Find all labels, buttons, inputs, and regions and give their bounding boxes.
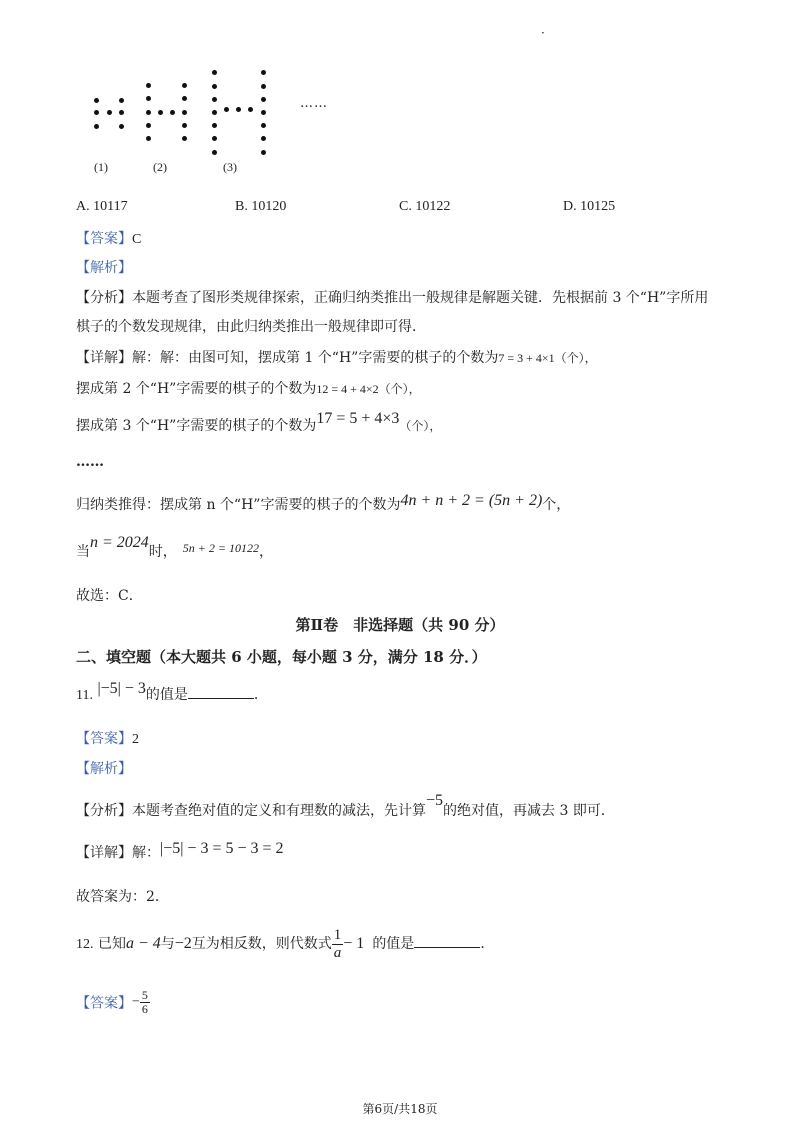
answer-tag: 【答案】 <box>76 995 132 1012</box>
chess-piece-dot <box>182 123 187 128</box>
chess-piece-dot <box>119 110 124 115</box>
detail-math-2: 12 = 4 + 4×2 <box>316 382 379 396</box>
q12-question <box>76 927 494 961</box>
q12-fraction <box>332 927 344 961</box>
answer-numerator: 5 <box>141 988 148 1002</box>
q12-text-4: 的值是 <box>372 936 415 952</box>
xiangjie-text: 解： <box>132 845 160 861</box>
q11-conclusion: 故答案为：2． <box>76 889 169 905</box>
detail-dang: 当 <box>76 544 90 560</box>
q10-detail-line3 <box>76 410 442 435</box>
chess-piece-dot <box>94 110 99 115</box>
detail-text-1: 解：解：由图可知，摆成第 1 个“H”字需要的棋子的个数为 <box>132 350 499 366</box>
figure-label-2: (2) <box>153 160 167 174</box>
chess-piece-dot <box>261 70 266 75</box>
chess-piece-dot <box>212 123 217 128</box>
q11-detail <box>76 842 284 862</box>
answer-value: C <box>132 232 142 247</box>
fenxi-tag: 【分析】 <box>76 803 132 819</box>
q12-math-2: −2 <box>174 935 192 952</box>
figure-label-1: (1) <box>94 160 108 174</box>
q12-math-1: a − 4 <box>125 935 161 952</box>
q12-math-3: − 1 <box>343 935 365 952</box>
chess-piece-dot <box>119 98 124 103</box>
chess-piece-dot <box>261 136 266 141</box>
q11-question <box>76 680 268 704</box>
detail-text-3: 摆成第 3 个“H”字需要的棋子的个数为 <box>76 418 317 434</box>
jiexi-tag: 【解析】 <box>76 761 132 777</box>
chess-piece-dot <box>146 123 151 128</box>
q11-expression: |−5| − 3 <box>97 680 146 697</box>
answer-value: 2 <box>132 732 139 747</box>
q12-number: 12. <box>76 937 94 952</box>
jiexi-tag: 【解析】 <box>76 260 132 276</box>
fenxi-tag: 【分析】 <box>76 290 132 306</box>
chess-piece-dot <box>261 150 266 155</box>
section-title: 第Ⅱ卷 非选择题（共 90 分） <box>295 616 505 634</box>
q11-end: ． <box>253 687 268 703</box>
detail-unit-2: （个）， <box>378 382 421 396</box>
chess-piece-dot <box>146 83 151 88</box>
fenxi-text-2: 的绝对值，再减去 3 即可． <box>443 803 615 819</box>
chess-piece-dot <box>94 124 99 129</box>
chess-piece-dot <box>146 110 151 115</box>
chess-piece-dot <box>107 110 112 115</box>
q11-analysis <box>76 792 615 820</box>
chess-piece-dot <box>182 96 187 101</box>
fenxi-text-1: 本题考查绝对值的定义和有理数的减法，先计算 <box>132 803 426 819</box>
detail-math-1: 7 = 3 + 4×1 <box>498 351 555 365</box>
chess-piece-dot <box>261 110 266 115</box>
q12-text-2: 与 <box>160 936 175 952</box>
xiangjie-math: |−5| − 3 = 5 − 3 = 2 <box>160 840 284 857</box>
chess-piece-dot <box>212 84 217 89</box>
chess-piece-dot <box>212 150 217 155</box>
detail-math-3: 17 = 5 + 4×3 <box>316 410 400 427</box>
detail-shi: 时， <box>148 544 177 560</box>
fraction-denominator: a <box>333 944 342 961</box>
chess-piece-dot <box>170 110 175 115</box>
detail-unit-3: （个）， <box>399 419 442 433</box>
figure-label-3: (3) <box>223 160 237 174</box>
option-b: B. 10120 <box>235 199 287 214</box>
q10-analysis-line2: 棋子的个数发现规律，由此归纳类推出一般规律即可得． <box>76 319 426 335</box>
detail-math-5a: n = 2024 <box>90 534 149 551</box>
page-footer: 第6页/共18页 <box>362 1102 438 1116</box>
xiangjie-tag: 【详解】 <box>76 350 132 366</box>
figure-ellipsis: …… <box>300 96 328 111</box>
q11-number: 11. <box>76 688 93 703</box>
detail-text-4: 归纳类推得：摆成第 n 个“H”字需要的棋子的个数为 <box>76 497 401 513</box>
q11-answer-line <box>76 728 139 748</box>
q10-analysis-line1 <box>76 287 708 307</box>
q10-conclusion: 故选：C． <box>76 588 143 604</box>
detail-end-4: 个， <box>542 497 571 513</box>
q12-end: ． <box>480 936 495 952</box>
chess-piece-dot <box>212 136 217 141</box>
chess-piece-dot <box>236 107 241 112</box>
q10-detail-line5 <box>76 534 273 561</box>
chess-piece-dot <box>212 110 217 115</box>
answer-sign: − <box>132 994 140 1010</box>
q12-answer-line <box>76 989 150 1016</box>
detail-text-2: 摆成第 2 个“H”字需要的棋子的个数为 <box>76 381 317 397</box>
chess-piece-dot <box>212 70 217 75</box>
chess-piece-dot <box>146 136 151 141</box>
chess-piece-dot <box>146 96 151 101</box>
detail-math-5b: 5n + 2 = 10122 <box>182 541 259 555</box>
chess-piece-dot <box>224 107 229 112</box>
chess-piece-dot <box>182 110 187 115</box>
chess-piece-dot <box>212 97 217 102</box>
q12-text-1: 已知 <box>97 936 126 952</box>
option-a: A. 10117 <box>76 199 128 214</box>
chess-piece-dot <box>248 107 253 112</box>
fenxi-text-1: 本题考查了图形类规律探索，正确归纳类推出一般规律是解题关键．先根据前 3 个“H”字所用 <box>132 290 709 306</box>
option-c: C. 10122 <box>399 199 451 214</box>
detail-unit-1: （个）， <box>554 351 597 365</box>
answer-tag: 【答案】 <box>76 731 132 747</box>
header-mark: · <box>541 26 545 40</box>
q10-detail-line2 <box>76 378 421 398</box>
q10-detail-line1 <box>76 347 597 367</box>
q11-blank <box>188 686 254 699</box>
chess-piece-dot <box>261 97 266 102</box>
detail-end-5: ， <box>259 544 273 560</box>
answer-fraction <box>140 989 150 1016</box>
chess-piece-dot <box>182 83 187 88</box>
chess-piece-dot <box>94 98 99 103</box>
detail-dots: …… <box>76 454 104 470</box>
fraction-numerator: 1 <box>333 927 342 943</box>
q10-detail-line4 <box>76 494 570 514</box>
chess-piece-dot <box>261 123 266 128</box>
chess-piece-dot <box>119 124 124 129</box>
chess-piece-dot <box>158 110 163 115</box>
fenxi-math: −5 <box>426 792 444 809</box>
detail-math-4: 4n + n + 2 = (5n + 2) <box>400 492 543 509</box>
section-heading: 二、填空题（本大题共 6 小题，每小题 3 分，满分 18 分．） <box>76 648 487 666</box>
option-d: D. 10125 <box>563 199 616 214</box>
chess-piece-dot <box>261 84 266 89</box>
q10-answer-line <box>76 228 141 248</box>
xiangjie-tag: 【详解】 <box>76 845 132 861</box>
q11-text: 的值是 <box>145 687 188 703</box>
answer-denominator: 6 <box>141 1002 148 1017</box>
q12-blank <box>414 935 480 948</box>
q12-text-3: 互为相反数，则代数式 <box>191 936 332 952</box>
answer-tag: 【答案】 <box>76 231 132 247</box>
chess-piece-dot <box>182 136 187 141</box>
